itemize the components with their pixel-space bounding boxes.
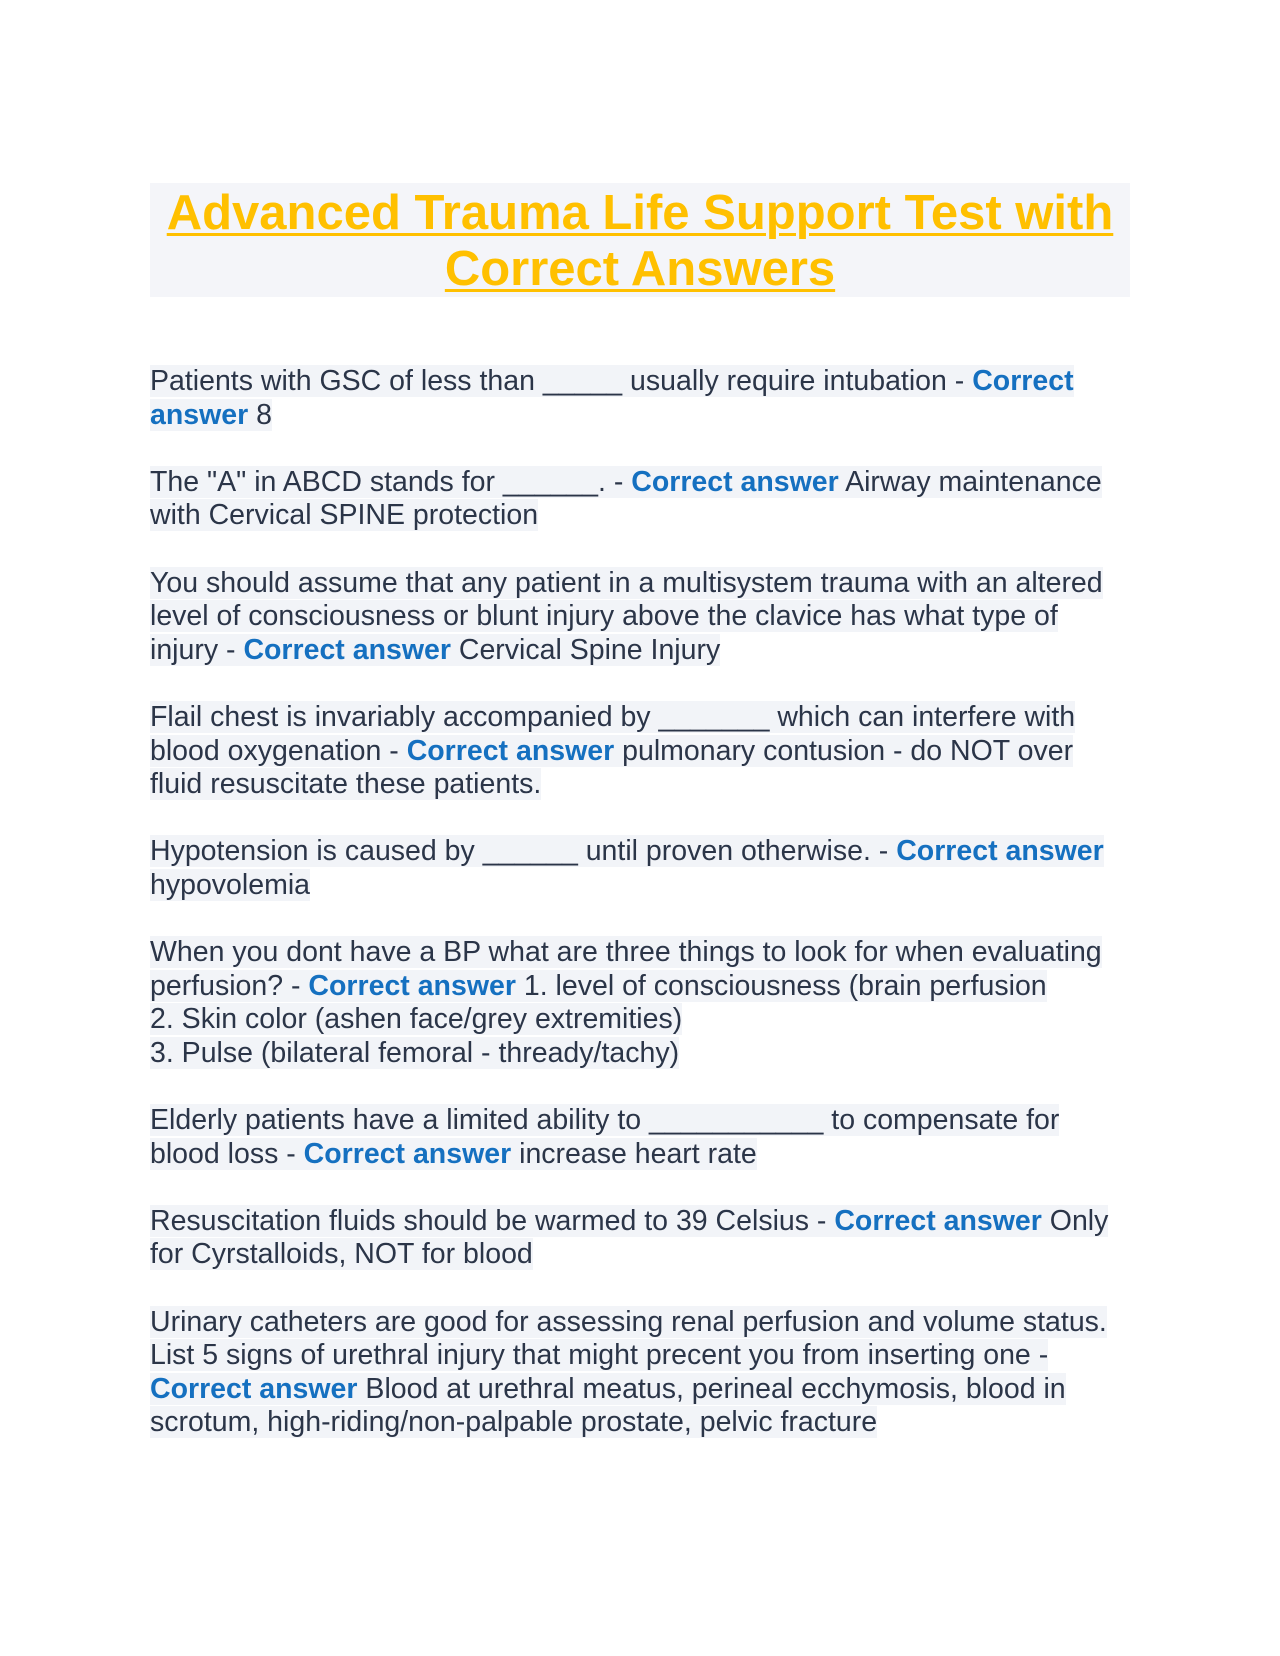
qa-item-2 (150, 466, 1130, 533)
question-text: Elderly patients have a limited ability to ___________ to compensate for blood loss - (150, 1104, 1060, 1170)
answer-text: 8 (248, 398, 273, 431)
question-text: Resuscitation fluids should be warmed to 39 Celsius - (150, 1204, 835, 1237)
qa-list (150, 365, 1130, 1440)
answer-text: Cervical Spine Injury (450, 633, 721, 666)
qa-item-7 (150, 1104, 1130, 1171)
answer-text-line-2: 2. Skin color (ashen face/grey extremities) (150, 1003, 683, 1036)
correct-answer-label: Correct answer (406, 734, 615, 767)
correct-answer-label: Correct answer (834, 1204, 1042, 1237)
answer-text: hypovolemia (150, 868, 311, 901)
qa-item-6 (150, 936, 1130, 1070)
answer-text: increase heart rate (511, 1137, 757, 1170)
correct-answer-label: Correct answer (896, 835, 1104, 868)
answer-text: pulmonary contusion - do NOT over fluid resuscitate these patients. (150, 734, 1074, 801)
qa-item-1 (150, 365, 1130, 432)
correct-answer-label: Correct answer (308, 969, 516, 1002)
question-text: When you dont have a BP what are three things to look for when evaluating perfusion? - (150, 936, 1102, 1002)
answer-text-line-3: 3. Pulse (bilateral femoral - thready/tachy) (150, 1036, 680, 1069)
question-text: Hypotension is caused by ______ until proven otherwise. - (150, 835, 897, 868)
qa-item-3 (150, 567, 1130, 668)
question-text: Urinary catheters are good for assessing renal perfusion and volume status. List 5 signs of urethral injury that might precent you from inserting one - (150, 1305, 1107, 1372)
document-title (150, 183, 1130, 297)
title-line-2: Correct Answers (444, 242, 836, 296)
qa-item-8 (150, 1205, 1130, 1272)
answer-text: 1. level of consciousness (brain perfusion (515, 969, 1047, 1002)
correct-answer-label: Correct answer (243, 633, 451, 666)
correct-answer-label: Correct answer (631, 465, 839, 498)
document-page (150, 183, 1130, 1474)
correct-answer-label: Correct answer (150, 365, 1074, 431)
correct-answer-label: Correct answer (150, 1372, 358, 1405)
qa-item-5 (150, 835, 1130, 902)
answer-text: Only for Cyrstalloids, NOT for blood (150, 1204, 1109, 1271)
question-text: You should assume that any patient in a multisystem trauma with an altered level of consciousness or blunt injury above the clavice has what type of injury - (150, 566, 1103, 666)
qa-item-9 (150, 1306, 1130, 1440)
title-line-1: Advanced Trauma Life Support Test with (166, 186, 1114, 240)
qa-item-4 (150, 701, 1130, 802)
question-text: Flail chest is invariably accompanied by _______ which can interfere with blood oxygenation - (150, 700, 1076, 767)
answer-text: Airway maintenance with Cervical SPINE protection (150, 465, 1102, 532)
question-text: Patients with GSC of less than _____ usually require intubation - (150, 365, 973, 397)
correct-answer-label: Correct answer (303, 1137, 512, 1170)
question-text: The "A" in ABCD stands for ______. - (150, 465, 632, 498)
answer-text: Blood at urethral meatus, perineal ecchymosis, blood in scrotum, high-riding/non-palpable prostate, pelvic fracture (150, 1372, 1066, 1439)
